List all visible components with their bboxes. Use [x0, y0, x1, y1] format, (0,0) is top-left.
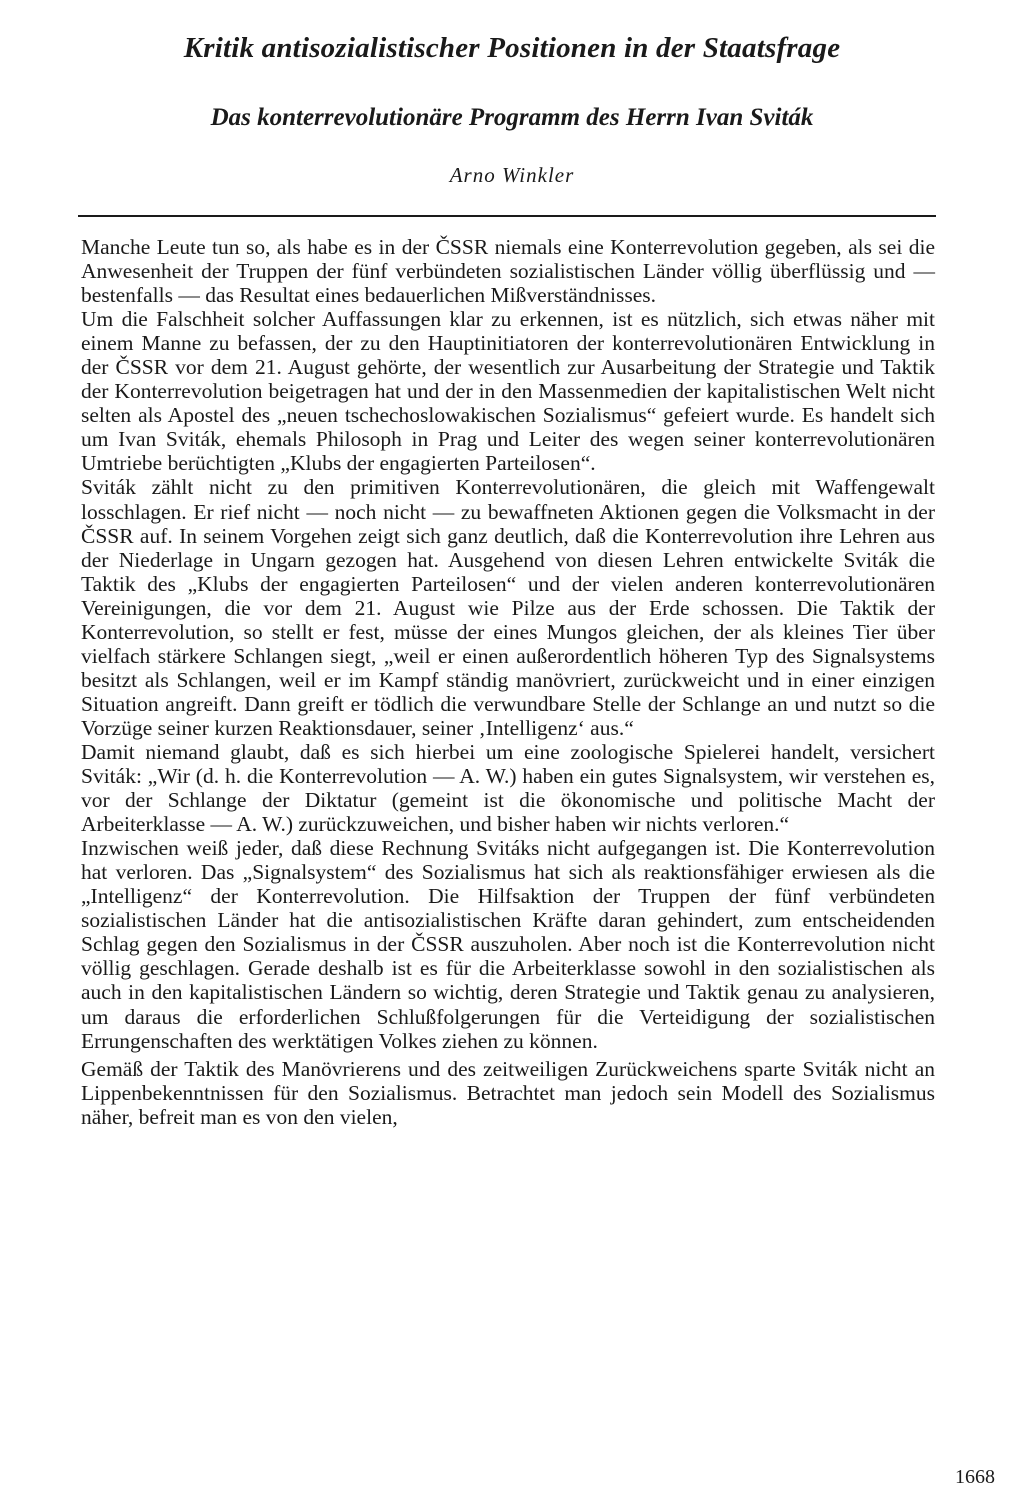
title-divider	[78, 215, 936, 217]
body-paragraph: Inzwischen weiß jeder, daß diese Rechnung Svitáks nicht aufgegangen ist. Die Konterrevolution hat verloren. Das „Signalsystem“ des Sozialismus hat sich als reaktionsfähiger erwiesen als die „Intelligenz“ der Konterrevolution. Die Hilfsaktion der Truppen der fünf verbündeten sozialistischen Länder hat die antisozialistischen Kräfte daran gehindert, zum entscheidenden Schlag gegen den Sozialismus in der ČSSR auszuholen. Aber noch ist die Konterrevolution nicht völlig geschlagen. Gerade deshalb ist es für die Arbeiterklasse sowohl in den sozialistischen als auch in den kapitalistischen Ländern so wichtig, deren Strategie und Taktik genau zu analysieren, um daraus die erforderlichen Schlußfolgerungen für die Verteidigung der sozialistischen Errungenschaften des werktätigen Volkes ziehen zu können.	[81, 836, 935, 1053]
article-author: Arno Winkler	[449, 163, 575, 187]
article-body	[81, 235, 935, 1129]
body-paragraph: Sviták zählt nicht zu den primitiven Konterrevolutionären, die gleich mit Waffengewalt losschlagen. Er rief nicht — noch nicht — zu bewaffneten Aktionen gegen die Volksmacht in der ČSSR auf. In seinem Vorgehen zeigt sich ganz deutlich, daß die Konterrevolution ihre Lehren aus der Niederlage in Ungarn gezogen hat. Ausgehend von diesen Lehren entwickelte Sviták die Taktik des „Klubs der engagierten Parteilosen“ und der vielen anderen konterrevolutionären Vereinigungen, die vor dem 21. August wie Pilze aus der Erde schossen. Die Taktik der Konterrevolution, so stellt er fest, müsse der eines Mungos gleichen, der als kleines Tier über vielfach stärkere Schlangen siegt, „weil er einen außerordentlich höheren Typ des Signalsystems besitzt als Schlangen, weil er im Kampf ständig manövriert, zurückweicht und in einer einzigen Situation angreift. Dann greift er tödlich die verwundbare Stelle der Schlange an und nutzt so die Vorzüge seiner kurzen Reaktionsdauer, seiner ‚Intelligenz‘ aus.“	[81, 475, 935, 740]
body-paragraph: Damit niemand glaubt, daß es sich hierbei um eine zoologische Spielerei handelt, versichert Sviták: „Wir (d. h. die Konterrevolution — A. W.) haben ein gutes Signalsystem, wir verstehen es, vor der Schlange der Diktatur (gemeint ist die ökonomische und politische Macht der Arbeiterklasse — A. W.) zurückzuweichen, und bisher haben wir nichts verloren.“	[81, 739, 935, 837]
body-paragraph: Gemäß der Taktik des Manövrierens und des zeitweiligen Zurückweichens sparte Sviták nicht an Lippenbekenntnissen für den Sozialismus. Betrachtet man jedoch sein Modell des Sozialismus näher, befreit man es von den vielen,	[81, 1056, 935, 1129]
page-number: 1668	[955, 1466, 995, 1488]
body-paragraph: Um die Falschheit solcher Auffassungen klar zu erkennen, ist es nützlich, sich etwas näher mit einem Manne zu befassen, der zu den Hauptinitiatoren der konterrevolutionären Entwicklung in der ČSSR vor dem 21. August gehörte, der wesentlich zur Ausarbeitung der Strategie und Taktik der Konterrevolution beigetragen hat und der in den Massenmedien der kapitalistischen Welt nicht selten als Apostel des „neuen tschechoslowakischen Sozialismus“ gefeiert wurde. Es handelt sich um Ivan Sviták, ehemals Philosoph in Prag und Leiter des wegen seiner konterrevolutionären Umtriebe berüchtigten „Klubs der engagierten Parteilosen“.	[81, 307, 935, 476]
article-title: Kritik antisozialistischer Positionen in der Staatsfrage	[183, 32, 841, 64]
body-paragraph: Manche Leute tun so, als habe es in der ČSSR niemals eine Konterrevolution gegeben, als sei die Anwesenheit der Truppen der fünf verbündeten sozialistischen Länder völlig überflüssig und — bestenfalls — das Resultat eines bedauerlichen Mißverständnisses.	[81, 235, 935, 308]
article-subtitle: Das konterrevolutionäre Programm des Herrn Ivan Sviták	[210, 104, 814, 131]
